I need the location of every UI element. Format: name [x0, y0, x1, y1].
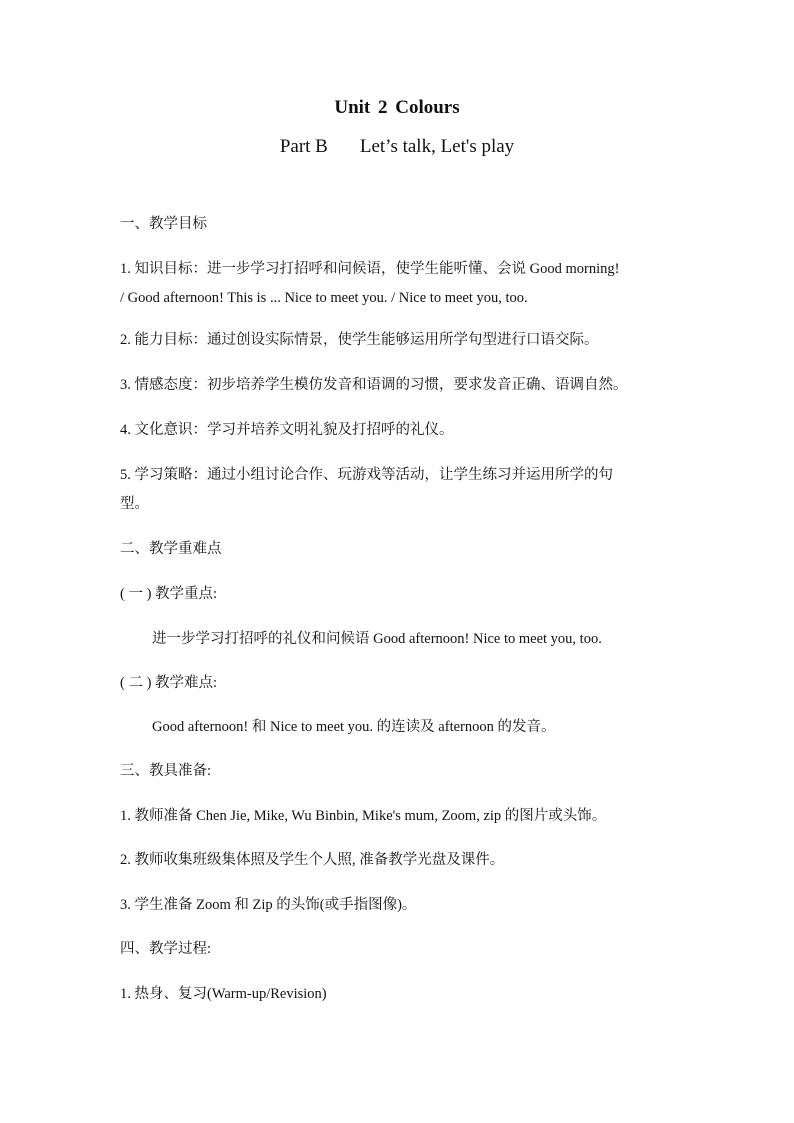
process-item-1: 1. 热身、复习(Warm-up/Revision)	[120, 986, 327, 1002]
section-heading-process: 四、教学过程:	[120, 941, 212, 957]
objective-knowledge: 1. 知识目标：进一步学习打招呼和问候语，使学生能听懂、会说 Good morning!	[120, 261, 620, 277]
focus-text: 进一步学习打招呼的礼仪和问候语 Good afternoon! Nice to meet you, too.	[152, 631, 602, 647]
section-heading-materials: 三、教具准备:	[120, 763, 212, 779]
section-heading-key-points: 二、教学重难点	[120, 541, 222, 557]
materials-item-3: 3. 学生准备 Zoom 和 Zip 的头饰(或手指图像)。	[120, 897, 417, 913]
document-title: Unit 2 Colours	[334, 97, 460, 118]
objective-culture: 4. 文化意识：学习并培养文明礼貌及打招呼的礼仪。	[120, 422, 454, 438]
objective-knowledge-cont: / Good afternoon! This is ... Nice to meet you. / Nice to meet you, too.	[120, 290, 528, 306]
subheading-focus: ( 一 ) 教学重点:	[120, 586, 218, 602]
materials-item-2: 2. 教师收集班级集体照及学生个人照, 准备教学光盘及课件。	[120, 852, 505, 868]
objective-attitude: 3. 情感态度：初步培养学生模仿发音和语调的习惯，要求发音正确、语调自然。	[120, 377, 628, 393]
subtitle-lesson: Let’s talk, Let's play	[359, 136, 515, 157]
subtitle-part: Part B	[279, 136, 328, 157]
objective-strategy-cont: 型。	[120, 496, 149, 512]
difficulty-text: Good afternoon! 和 Nice to meet you. 的连读及 afternoon 的发音。	[152, 719, 556, 735]
subheading-difficulty: ( 二 ) 教学难点:	[120, 675, 218, 691]
materials-item-1: 1. 教师准备 Chen Jie, Mike, Wu Binbin, Mike's mum, Zoom, zip 的图片或头饰。	[120, 808, 607, 824]
section-heading-objectives: 一、教学目标	[120, 216, 207, 232]
objective-strategy: 5. 学习策略：通过小组讨论合作、玩游戏等活动，让学生练习并运用所学的句	[120, 467, 613, 483]
document-subtitle	[0, 136, 794, 158]
objective-ability: 2. 能力目标：通过创设实际情景，使学生能够运用所学句型进行口语交际。	[120, 332, 599, 348]
